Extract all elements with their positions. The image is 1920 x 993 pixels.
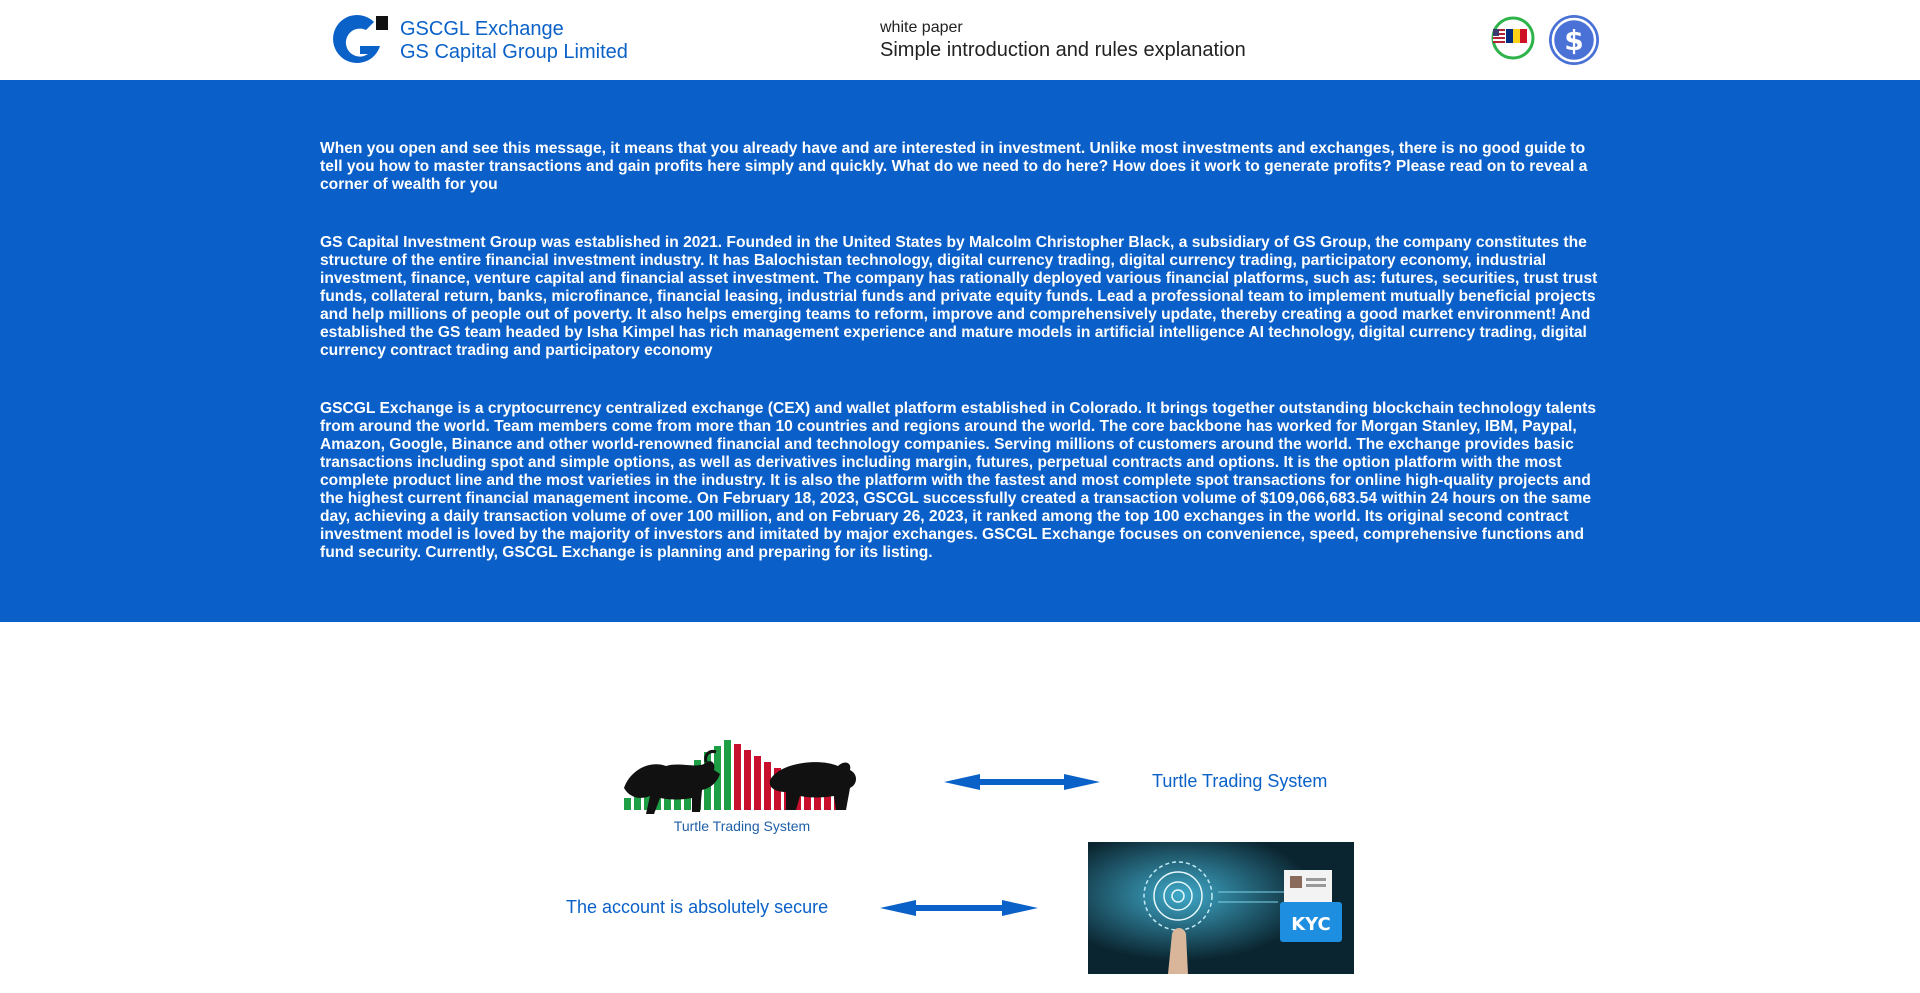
- chart-bar: [764, 762, 771, 810]
- intro-section: [0, 80, 1920, 622]
- chart-bar: [734, 744, 741, 810]
- brand-name[interactable]: GSCGL Exchange: [400, 18, 564, 40]
- brand-company[interactable]: GS Capital Group Limited: [400, 41, 628, 63]
- chart-bar: [744, 750, 751, 810]
- currency-dollar-icon[interactable]: [1548, 14, 1600, 66]
- logo-g-icon[interactable]: [330, 10, 390, 70]
- double-arrow-icon: [944, 772, 1100, 792]
- intro-paragraph: When you open and see this message, it means that you already have and are interested in investment. Unlike most investments and exchanges, there is no good guide to tell you how to master transactions and gain profits here simply and quickly. What do we need to do here? How does it work to generate profits? Please read on to reveal a corner of wealth for you: [320, 140, 1588, 193]
- kyc-badge-text: KYC: [1291, 914, 1331, 935]
- chart-bar: [624, 798, 631, 810]
- account-secure-label[interactable]: The account is absolutely secure: [566, 897, 829, 917]
- exchange-paragraph: GSCGL Exchange is a cryptocurrency centralized exchange (CEX) and wallet platform established in Colorado. It brings together outstanding blockchain technology talents from around the world. Team members come from more than 10 countries and regions around the world. The core backbone has worked for Morgan Stanley, IBM, Paypal, Amazon, Google, Binance and other world-renowned financial and technology companies. Serving millions of customers around the world. The exchange provides basic transactions including spot and simple options, as well as derivatives including margin, futures, perpetual contracts and options. It is the option platform with the most complete product line and the most varieties in the industry. It is also the platform with the fastest and most complete spot transactions for online high-quality projects and the highest current financial management income. On February 18, 2023, GSCGL successfully created a transaction volume of $109,066,683.54 within 24 hours on the same day, achieving a daily transaction volume of over 100 million, and on February 26, 2023, it ranked among the top 100 exchanges in the world. Its original second contract investment model is loved by the majority of investors and imitated by major exchanges. GSCGL Exchange focuses on convenience, speed, comprehensive functions and fund security. Currently, GSCGL Exchange is planning and preparing for its listing.: [320, 400, 1597, 561]
- svg-text:$: $: [1564, 24, 1584, 57]
- turtle-trading-label[interactable]: Turtle Trading System: [1152, 771, 1328, 791]
- kyc-fingerprint-image: [1088, 842, 1354, 974]
- kyc-illustration: [1088, 842, 1354, 974]
- doc-subtitle: Simple introduction and rules explanation: [880, 39, 1246, 61]
- turtle-image-caption: Turtle Trading System: [673, 818, 811, 834]
- chart-bar: [724, 740, 731, 810]
- language-globe-icon[interactable]: [1490, 14, 1536, 62]
- doc-label: white paper: [880, 19, 963, 36]
- top-header: [0, 0, 1920, 80]
- double-arrow-icon: [880, 898, 1038, 918]
- chart-bar: [754, 756, 761, 810]
- company-paragraph: GS Capital Investment Group was established in 2021. Founded in the United States by Malcolm Christopher Black, a subsidiary of GS Group, the company constitutes the structure of the entire financial investment industry. It has Balochistan technology, digital currency trading, digital currency trading, participatory economy, industrial investment, finance, venture capital and financial asset investment. The company has rationally deployed various financial platforms, such as: futures, securities, trust trust funds, collateral return, banks, microfinance, financial leasing, industrial funds and private equity funds. Lead a professional team to implement mutually beneficial projects and help millions of people out of poverty. It also helps emerging teams to reform, improve and comprehensively update, thereby creating a good market environment! And established the GS team headed by Isha Kimpel has rich management experience and mature models in artificial intelligence AI technology, digital currency trading, digital currency contract trading and participatory economy: [320, 234, 1598, 359]
